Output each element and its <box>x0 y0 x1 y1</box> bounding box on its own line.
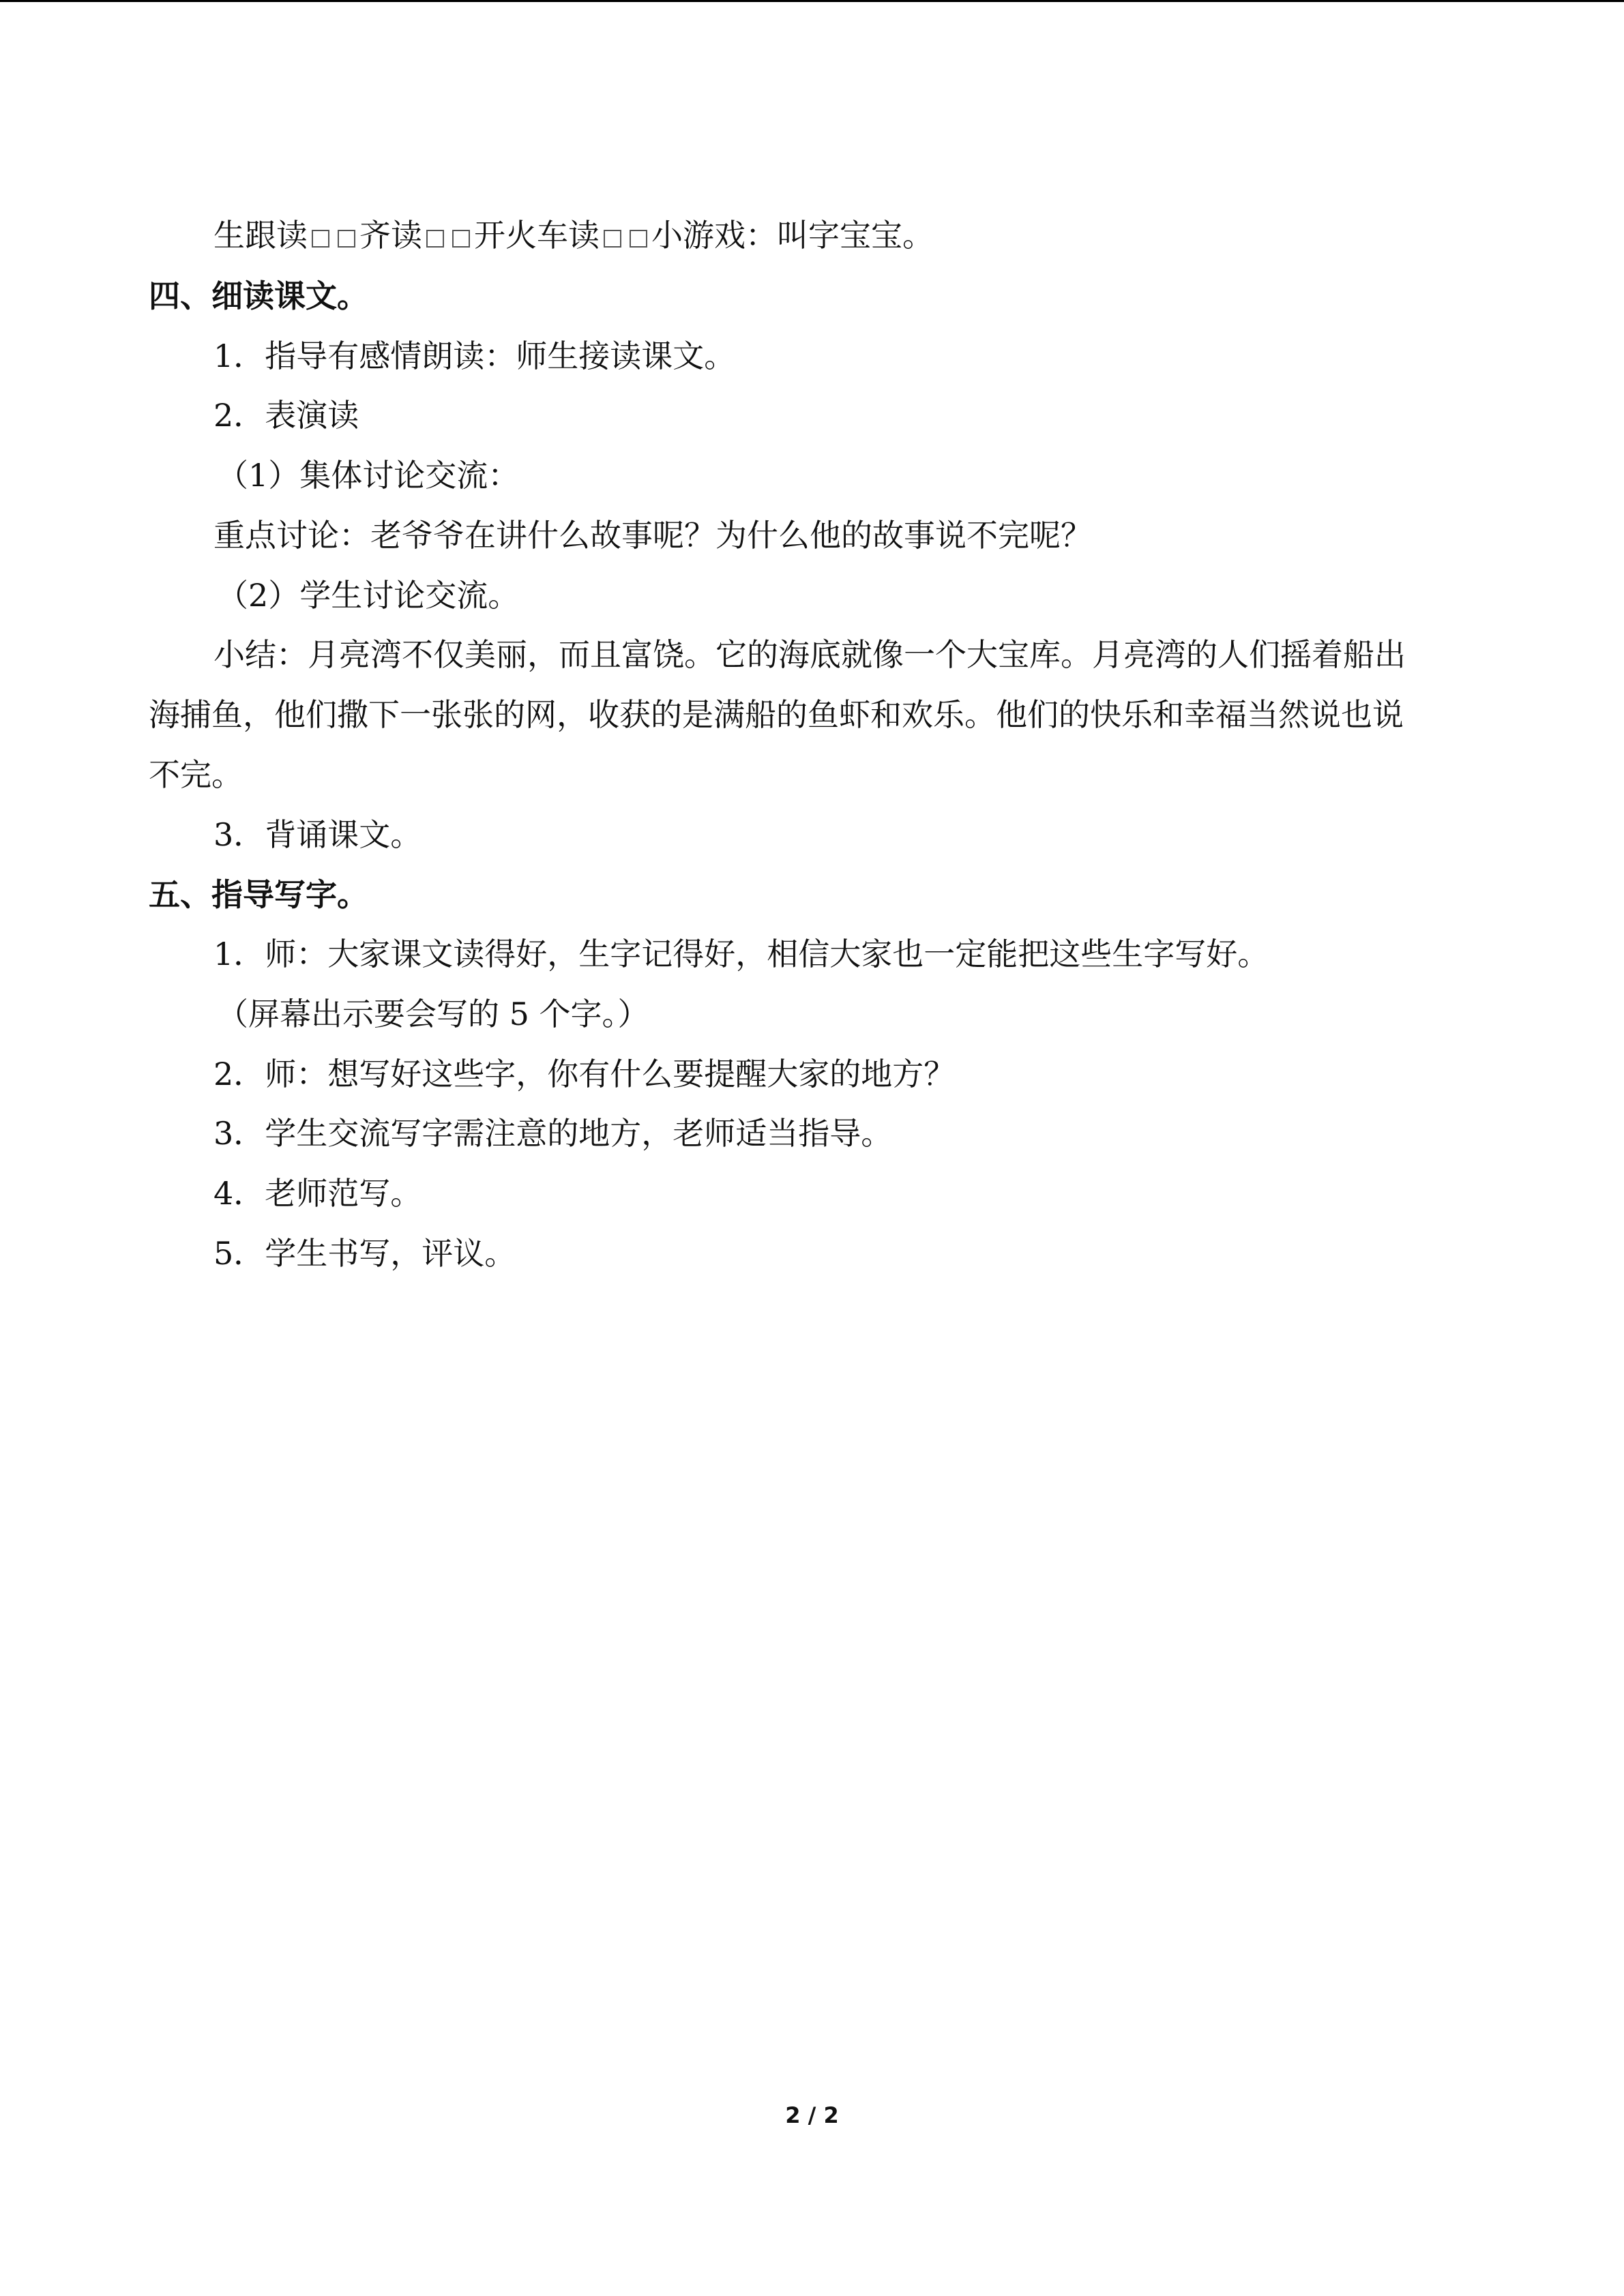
section4-item-2: 2．表演读 <box>213 397 359 434</box>
placeholder-box-icon <box>630 230 647 248</box>
section5-item-4: 4．老师范写。 <box>213 1175 422 1212</box>
page-number: 2 / 2 <box>785 2102 839 2128</box>
section4-focus-discussion: 重点讨论：老爷爷在讲什么故事呢？为什么他的故事说不完呢？ <box>213 517 1092 554</box>
section5-item-3: 3．学生交流写字需注意的地方，老师适当指导。 <box>213 1115 893 1152</box>
section4-subitem-2: （2）学生讨论交流。 <box>217 577 520 614</box>
reading-methods-line <box>213 215 934 256</box>
placeholder-box-icon <box>312 230 329 248</box>
section4-item-3: 3．背诵课文。 <box>213 816 422 853</box>
section5-item-5: 5．学生书写，评议。 <box>213 1235 516 1272</box>
section5-note: （屏幕出示要会写的 5 个字。） <box>217 996 649 1032</box>
section5-item-2: 2．师：想写好这些字，你有什么要提醒大家的地方？ <box>213 1056 956 1092</box>
section-heading-5: 五、指导写字。 <box>149 876 368 913</box>
reading-method-follow: 生跟读 <box>213 217 308 254</box>
section4-subitem-1: （1）集体讨论交流： <box>217 457 520 494</box>
reading-method-chorus: 齐读 <box>359 217 422 254</box>
placeholder-box-icon <box>338 230 355 248</box>
reading-method-train: 开火车读 <box>474 217 600 254</box>
summary-paragraph-line-2: 海捕鱼，他们撒下一张张的网，收获的是满船的鱼虾和欢乐。他们的快乐和幸福当然说也说 <box>149 696 1404 733</box>
summary-paragraph-line-1: 小结：月亮湾不仅美丽，而且富饶。它的海底就像一个大宝库。月亮湾的人们摇着船出 <box>213 636 1406 673</box>
section4-item-1: 1．指导有感情朗读：师生接读课文。 <box>213 338 736 374</box>
summary-paragraph-line-3: 不完。 <box>149 756 243 793</box>
placeholder-box-icon <box>452 230 470 248</box>
section5-item-1: 1．师：大家课文读得好，生字记得好，相信大家也一定能把这些生字写好。 <box>213 936 1269 972</box>
section-heading-4: 四、细读课文。 <box>149 278 368 314</box>
placeholder-box-icon <box>426 230 444 248</box>
placeholder-box-icon <box>604 230 621 248</box>
reading-method-game: 小游戏：叫字宝宝。 <box>651 217 934 254</box>
